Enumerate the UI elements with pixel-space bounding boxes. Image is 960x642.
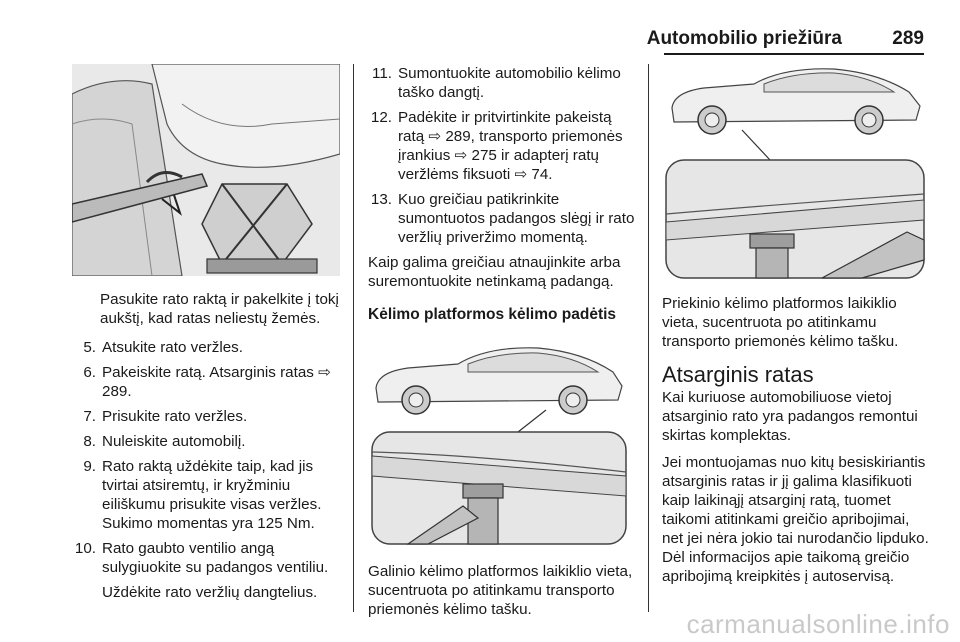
list-item: 9. Rato raktą uždėkite taip, kad jis tvirtai atsiremtų, ir kryžminiu eiliškumu prisukite visas veržles. Sukimo momentas yra 125 Nm. (83, 458, 322, 532)
page-header (0, 24, 960, 54)
jack-illustration (72, 64, 340, 276)
column-1 (72, 64, 342, 608)
front-lift-illustration (662, 64, 930, 282)
column-3 (662, 64, 930, 594)
steps-list-1 (72, 338, 342, 602)
front-lift-caption: Priekinio kėlimo platformos laikiklio vieta, sucentruota po atitinkamu transporto priemonės kėlimo tašku. (662, 295, 899, 350)
list-item: 13. Kuo greičiau patikrinkite sumontuotos padangos slėgį ir rato veržlių priveržimo momentą. (370, 191, 635, 246)
lift-heading: Kėlimo platformos kėlimo padėtis (368, 306, 617, 323)
watermark: carmanualsonline.info (686, 609, 950, 639)
list-item: 12. Padėkite ir pritvirtinkite pakeistą ratą ⇨ 289, transporto priemonės įrankius ⇨ 275 ir adapterį ratų veržlėms fiksuoti ⇨ 74. (370, 109, 623, 183)
rear-lift-illustration (368, 336, 630, 548)
steps-list-2 (368, 64, 636, 247)
column-divider-2 (648, 64, 649, 612)
list-item: 10. Rato gaubto ventilio angą sulygiuokite su padangos ventiliu. (74, 540, 329, 576)
rear-lift-caption: Galinio kėlimo platformos laikiklio vieta, sucentruota po atitinkamu transporto priemonės kėlimo tašku. (368, 563, 633, 618)
column-divider-1 (353, 64, 354, 612)
column-2 (368, 64, 636, 619)
spare-wheel-para-1: Kai kuriuose automobiliuose vietoj atsarginio rato yra padangos remontui skirtas komplektas. (662, 389, 918, 444)
list-item-continuation: Uždėkite rato veržlių dangtelius. (102, 584, 318, 601)
repair-note: Kaip galima greičiau atnaujinkite arba suremontuokite netinkamą padangą. (368, 254, 621, 290)
list-item: 11. Sumontuokite automobilio kėlimo taško dangtį. (372, 65, 621, 101)
list-item: 8. Nuleiskite automobilį. (83, 433, 246, 450)
list-item: 5. Atsukite rato veržles. (83, 339, 243, 356)
spare-wheel-heading: Atsarginis ratas (662, 362, 814, 387)
jack-caption: Pasukite rato raktą ir pakelkite į tokį aukštį, kad ratas neliestų žemės. (100, 291, 339, 327)
header-rule (664, 53, 924, 55)
list-item: 6. Pakeiskite ratą. Atsarginis ratas ⇨ 289. (83, 364, 331, 400)
page-number: 289 (892, 28, 924, 49)
list-item: 7. Prisukite rato veržles. (83, 408, 248, 425)
section-title: Automobilio priežiūra (646, 28, 842, 49)
spare-wheel-para-2: Jei montuojamas nuo kitų besiskiriantis atsarginis ratas ir jį galima klasifikuoti kaip laikinąjį atsarginį ratą, tuomet taikomi atitinkami greičio apribojimai, net jei nėra jokio tai nurodančio lipduko. Dėl informacijos apie taikomą greičio apribojimą kreipkitės į autoservisą. (662, 454, 929, 585)
